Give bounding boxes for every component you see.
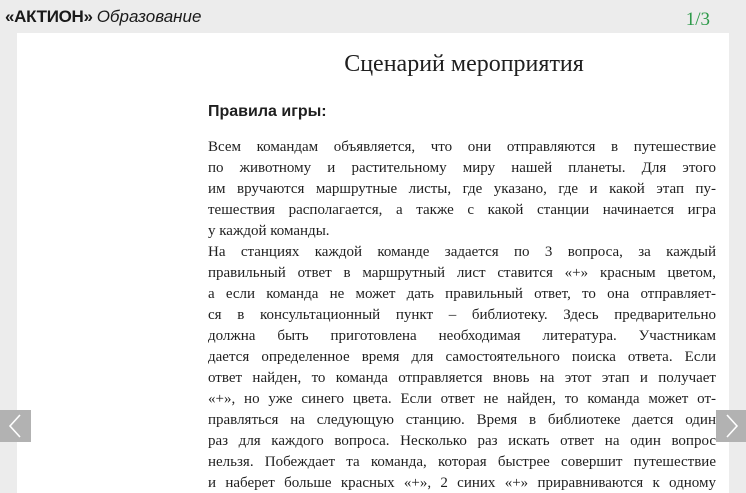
body-line: Всем командам объявляется, что они отправляются в путешествие: [208, 139, 716, 155]
document-title: Сценарий мероприятия: [344, 51, 584, 77]
logo-product: Образование: [96, 7, 202, 26]
body-line: а если команда не может дать правильный ответ, то она отправляет-: [208, 286, 716, 302]
body-line: дается определенное время для самостоятельного поиска ответа. Если: [208, 349, 716, 365]
body-line: тешествия располагается, а также с какой станции начинается игра: [208, 202, 716, 218]
body-line: «+», но уже синего цвета. Если ответ не найден, то команда может от-: [208, 391, 716, 407]
body-line: правильный ответ в маршрутный лист ставится «+» красным цветом,: [208, 265, 716, 281]
body-line: и наберет больше красных «+», 2 синих «+» приравниваются к одному: [208, 475, 716, 491]
body-text: [208, 137, 716, 493]
body-line: На станциях каждой команде задается по 3 вопроса, за каждый: [208, 244, 716, 260]
body-line: ся в консультационный пункт – библиотеку. Здесь предварительно: [208, 307, 716, 323]
body-line: раз для каждого вопроса. Несколько раз искать ответ на один вопрос: [208, 433, 716, 449]
logo-brand: «АКТИОН»: [5, 7, 93, 26]
prev-page-button[interactable]: [0, 410, 31, 442]
document-page: [17, 33, 729, 493]
logo: [5, 7, 201, 27]
chevron-left-icon: [0, 410, 31, 442]
top-bar: [0, 0, 746, 34]
body-line: нельзя. Побеждает та команда, которая быстрее совершит путешествие: [208, 454, 716, 470]
page-counter: 1/3: [685, 9, 710, 30]
body-line: по животному и растительному миру нашей планеты. Для этого: [208, 160, 716, 176]
chevron-right-icon: [716, 410, 746, 442]
body-line: ответ найден, то команда отправляется вновь на этот этап и получает: [208, 370, 716, 386]
section-heading: Правила игры:: [208, 103, 327, 120]
body-line: должна быть приготовлена необходимая литература. Участникам: [208, 328, 716, 344]
body-line: у каждой команды.: [208, 223, 330, 239]
next-page-button[interactable]: [716, 410, 746, 442]
body-line: правляться на следующую станцию. Время в библиотеке дается один: [208, 412, 716, 428]
body-line: им вручаются маршрутные листы, где указано, где и какой этап пу-: [208, 181, 716, 197]
